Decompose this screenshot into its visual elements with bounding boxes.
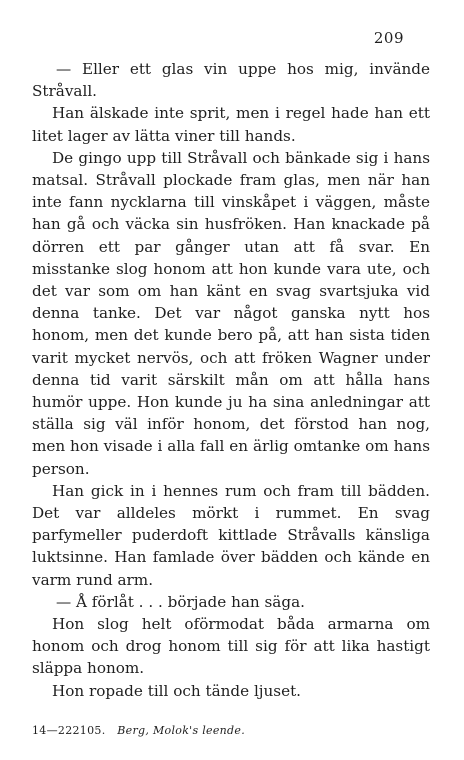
paragraph-5: — Å förlåt . . . började han säga. <box>56 592 305 611</box>
body-text <box>32 58 430 702</box>
page-number: 209 <box>373 29 404 47</box>
paragraph-6: Hon slog helt oförmodat båda armarna om honom och drog honom till sig för att lika hastigt släppa honom. <box>32 615 430 678</box>
paragraph-3: De gingo upp till Stråvall och bänkade sig i hans matsal. Stråvall plockade fram glas, men när han inte fann nycklarna till vinskåpet i väggen, måste han gå och väcka sin husfröken. Han knackade på dörren ett par gånger utan att få svar. En misstanke slog honom att hon kunde vara ute, och det var som om han känt en svag svartsjuka vid denna tanke. Det var något ganska nytt hos honom, men det kunde bero på, att han sista tiden varit mycket nervös, och att fröken Wagner under denna tid varit särskilt mån om att hålla hans humör uppe. Hon kunde ju ha sina anledningar att ställa sig väl inför honom, det förstod han nog, men hon visade i alla fall en ärlig omtanke om hans person. <box>32 148 430 478</box>
paragraph-2: Han älskade inte sprit, men i regel hade han ett litet lager av lätta viner till hands. <box>32 104 430 145</box>
printer-footer <box>32 724 245 737</box>
imprint-line: Berg, Molok's leende. <box>117 724 246 737</box>
paragraph-4: Han gick in i hennes rum och fram till bädden. Det var alldeles mörkt i rummet. En svag parfymeller puderdoft kittlade Stråvalls känsliga luktsinne. Han famlade över bädden och kände en varm rund arm. <box>32 481 430 589</box>
paragraph-7: Hon ropade till och tände ljuset. <box>52 681 302 700</box>
paragraph-1: — Eller ett glas vin uppe hos mig, invände Stråvall. <box>32 60 430 101</box>
signature-mark: 14—222105. <box>32 724 106 737</box>
